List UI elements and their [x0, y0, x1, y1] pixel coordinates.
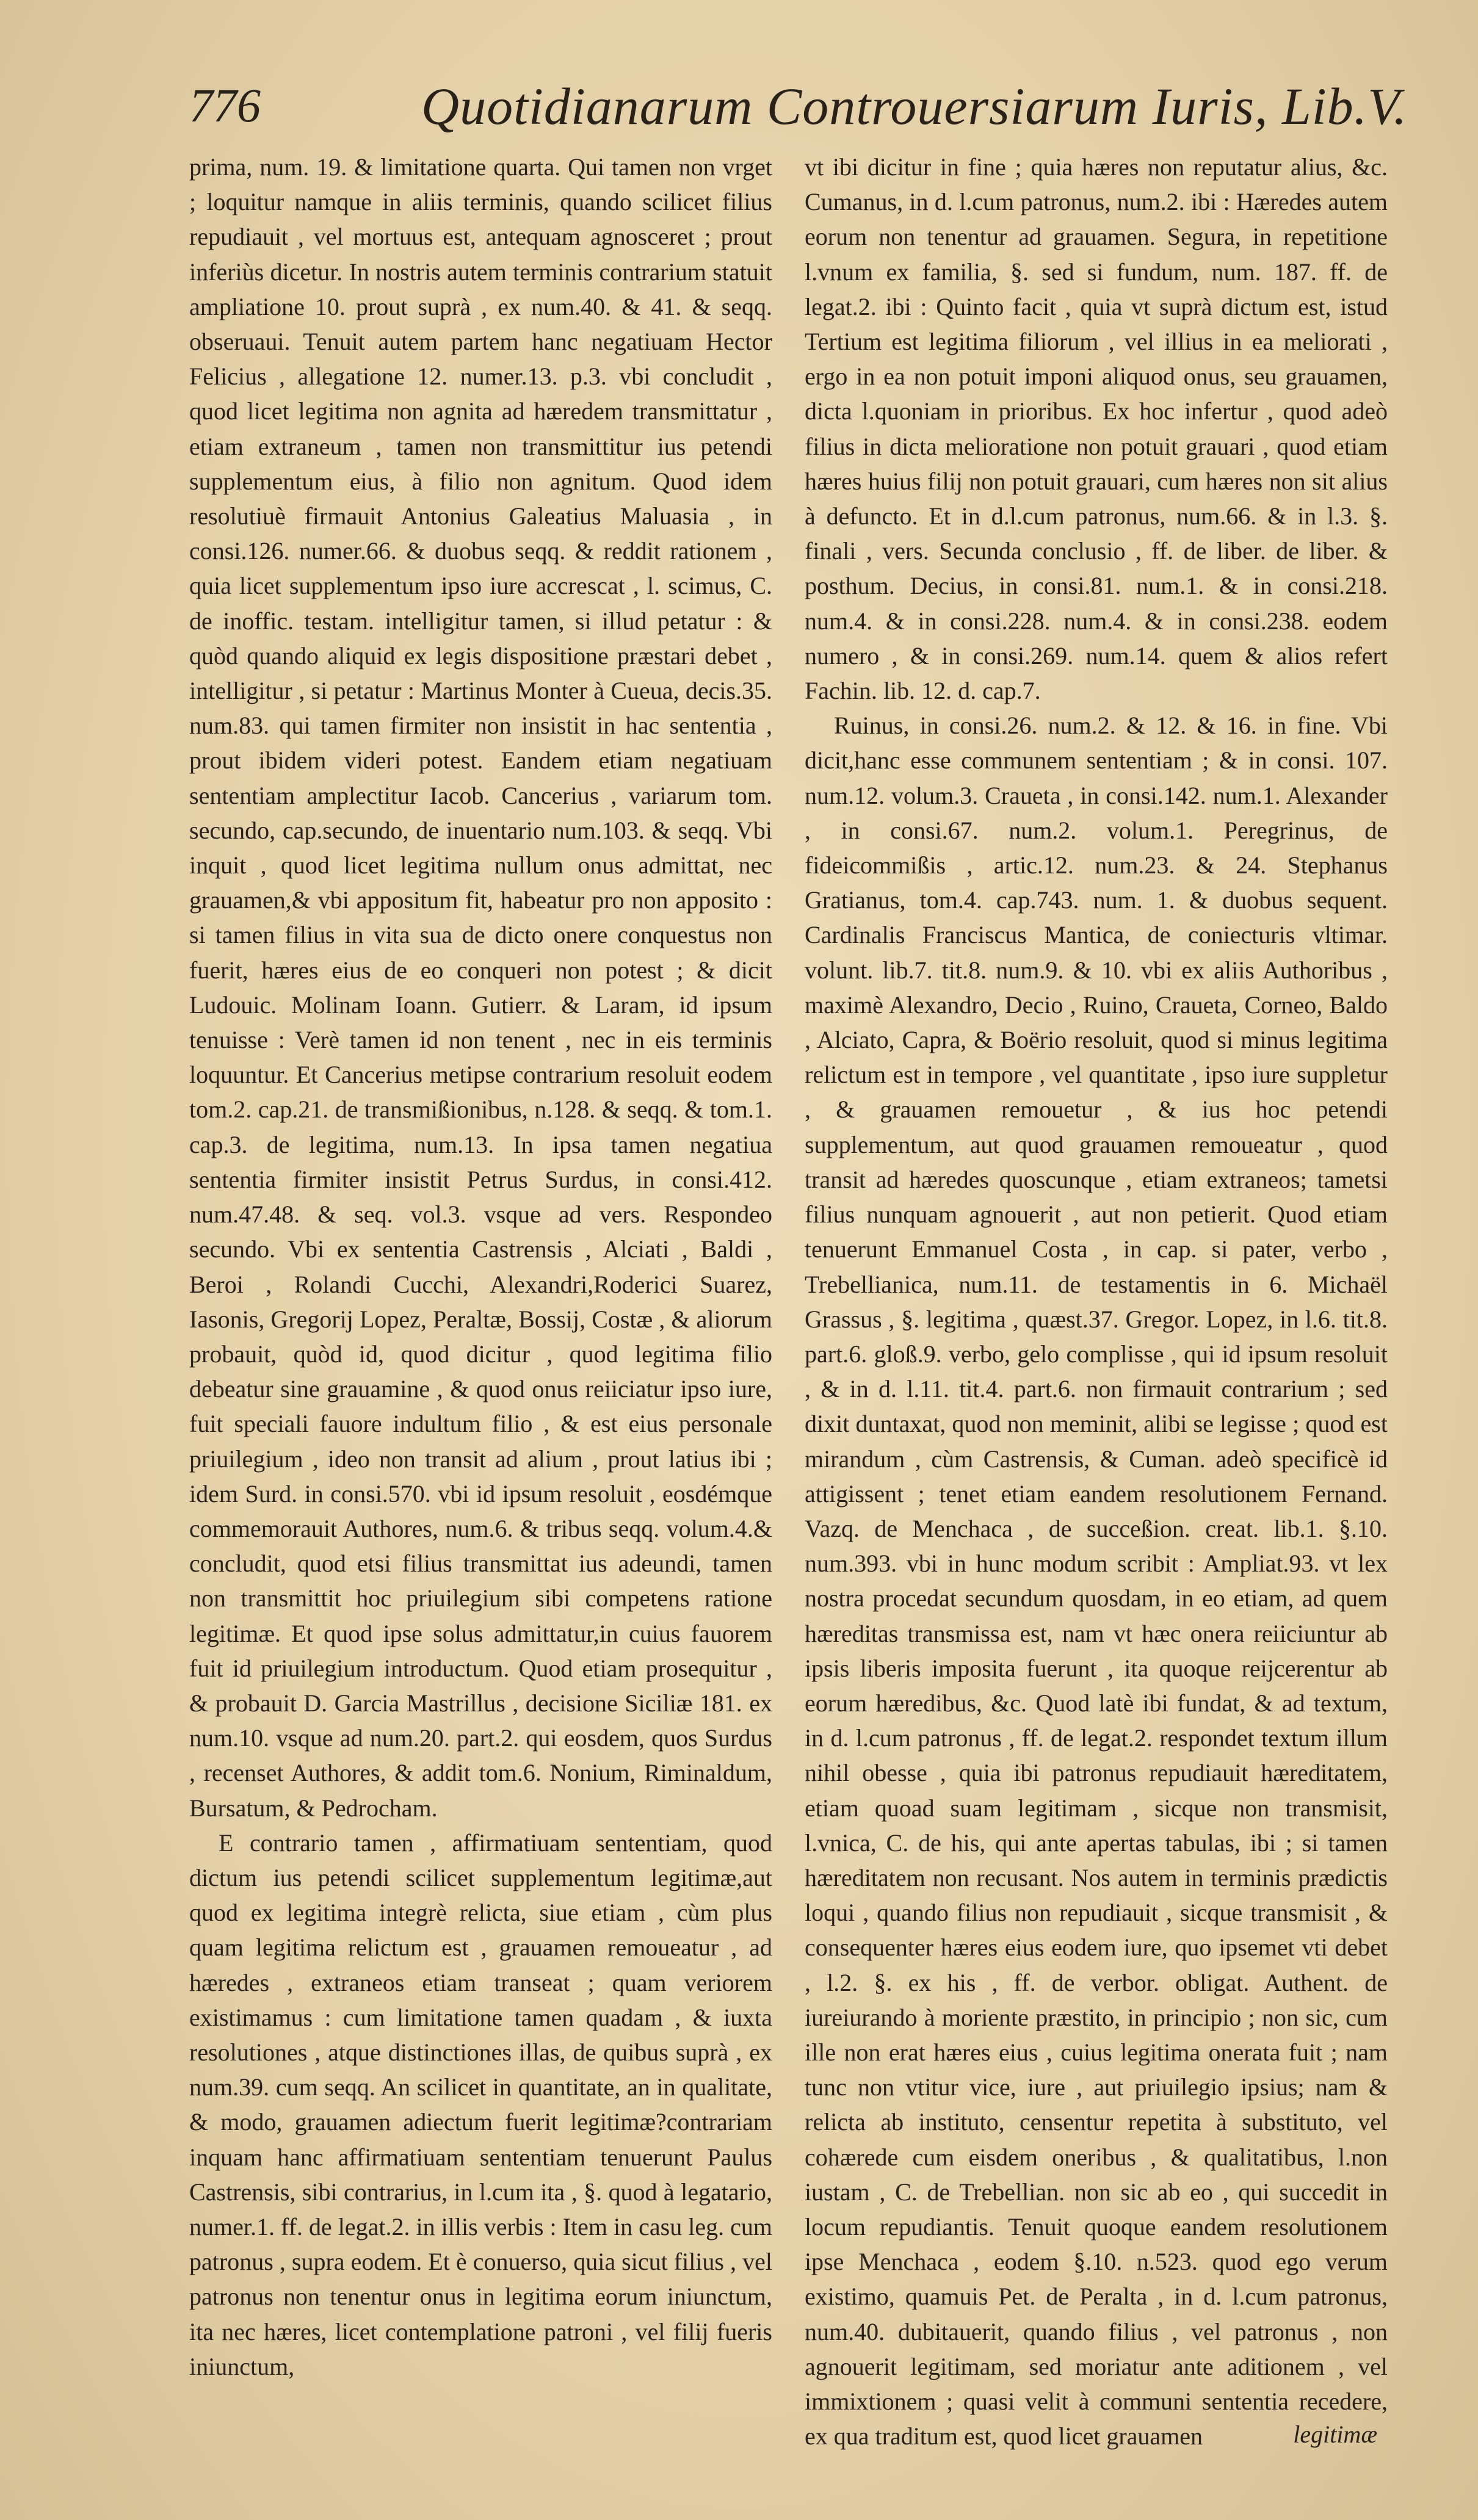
page-number: 776	[189, 79, 261, 132]
left-column	[189, 150, 772, 2384]
left-paragraph-2: E contrario tamen , affirmatiuam sententiam, quod dictum ius petendi scilicet supplementum legitimæ,aut quod ex legitima integrè relicta, siue etiam , cùm plus quam legitima relictum est , grauamen remoueatur , ad hæredes , extraneos etiam transeat ; quam veriorem existimamus : cum limitatione tamen quadam , & iuxta resolutiones , atque distinctiones illas, de quibus suprà , ex num.39. cum seqq. An scilicet in quantitate, an in qualitate, & modo, grauamen adiectum fuerit legitimæ?contrariam inquam hanc affirmatiuam sententiam tenuerunt Paulus Castrensis, sibi contrarius, in l.cum ita , §. quod à legatario, numer.1. ff. de legat.2. in illis verbis : Item in casu leg. cum patronus , supra eodem. Et è conuerso, quia sicut filius , vel patronus non tenentur onus in legitima eorum iniunctum, ita nec hæres, licet contemplatione patroni , vel filij fueris iniunctum,	[189, 1829, 772, 2380]
running-title: Quotidianarum Controuersiarum Iuris, Lib.V.	[421, 77, 1408, 135]
page-header	[189, 72, 1408, 145]
right-paragraph-1: vt ibi dicitur in fine ; quia hæres non reputatur alius, &c. Cumanus, in d. l.cum patronus, num.2. ibi : Hæredes autem eorum non tenentur ad grauamen. Segura, in repetitione l.vnum ex familia, §. sed si fundum, num. 187. ff. de legat.2. ibi : Quinto facit , quia vt suprà dictum est, istud Tertium est legitima filiorum , vel illius in ea meliorati , ergo in ea non potuit imponi aliquod onus, seu grauamen, dicta l.quoniam in prioribus. Ex hoc infertur , quod adeò filius in dicta melioratione non potuit grauari , quod etiam hæres huius filij non potuit grauari, cum hæres non sit alius à defuncto. Et in d.l.cum patronus, num.66. & in l.3. §. finali , vers. Secunda conclusio , ff. de liber. de liber. & posthum. Decius, in consi.81. num.1. & in consi.218. num.4. & in consi.228. num.4. & in consi.238. eodem numero , & in consi.269. num.14. quem & alios refert Fachin. lib. 12. d. cap.7.	[805, 153, 1388, 705]
left-paragraph-1: prima, num. 19. & limitatione quarta. Qui tamen non vrget ; loquitur namque in aliis terminis, quando scilicet filius repudiauit , vel mortuus est, antequam agnosceret ; prout inferiùs dicetur. In nostris autem terminis contrarium statuit ampliatione 10. prout suprà , ex num.40. & 41. & seqq. obseruaui. Tenuit autem partem hanc negatiuam Hector Felicius , allegatione 12. numer.13. p.3. vbi concludit , quod licet legitima non agnita ad hæredem transmittatur , etiam extraneum , tamen non transmittitur ius petendi supplementum eius, à filio non agnitum. Quod idem resolutiuè firmauit Antonius Galeatius Maluasia , in consi.126. numer.66. & duobus seqq. & reddit rationem , quia licet supplementum ipso iure accrescat , l. scimus, C. de inoffic. testam. intelligitur tamen, si illud petatur : & quòd quando aliquid ex legis dispositione præstari debet , intelligitur , si petatur : Martinus Monter à Cueua, decis.35. num.83. qui tamen firmiter non insistit in hac sententia , prout ibidem videri potest. Eandem etiam negatiuam sententiam amplectitur Iacob. Cancerius , variarum tom. secundo, cap.secundo, de inuentario num.103. & seqq. Vbi inquit , quod licet legitima nullum onus admittat, nec grauamen,& vbi appositum fit, habeatur pro non apposito : si tamen filius in vita sua de dicto onere conquestus non fuerit, hæres eius de eo conqueri non potest ; & dicit Ludouic. Molinam Ioann. Gutierr. & Laram, id ipsum tenuisse : Verè tamen id non tenent , nec in eis terminis loquuntur. Et Cancerius metipse contrarium resoluit eodem tom.2. cap.21. de transmißionibus, n.128. & seqq. & tom.1. cap.3. de legitima, num.13. In ipsa tamen negatiua sententia firmiter insistit Petrus Surdus, in consi.412. num.47.48. & seq. vol.3. vsque ad vers. Respondeo secundo. Vbi ex sententia Castrensis , Alciati , Baldi , Beroi , Rolandi Cucchi, Alexandri,Roderici Suarez, Iasonis, Gregorij Lopez, Peraltæ, Bossij, Costæ , & aliorum probauit, quòd id, quod dicitur , quod legitima filio debeatur sine grauamine , & quod onus reiiciatur ipso iure, fuit speciali fauore indultum filio , & est eius personale priuilegium , ideo non transit ad alium , prout latius ibi ; idem Surd. in consi.570. vbi id ipsum resoluit , eosdémque commemorauit Authores, num.6. & tribus seqq. volum.4.& concludit, quod etsi filius transmittat ius adeundi, tamen non transmittit hoc priuilegium sibi competens ratione legitimæ. Et quod ipse solus admittatur,in cuius fauorem fuit id priuilegium introductum. Quod etiam prosequitur , & probauit D. Garcia Mastrillus , decisione Siciliæ 181. ex num.10. vsque ad num.20. part.2. qui eosdem, quos Surdus , recenset Authores, & addit tom.6. Nonium, Riminaldum, Bursatum, & Pedrocham.	[189, 153, 772, 1822]
right-paragraph-2: Ruinus, in consi.26. num.2. & 12. & 16. in fine. Vbi dicit,hanc esse communem sententiam ; & in consi. 107. num.12. volum.3. Craueta , in consi.142. num.1. Alexander , in consi.67. num.2. volum.1. Peregrinus, de fideicommißis , artic.12. num.23. & 24. Stephanus Gratianus, tom.4. cap.743. num. 1. & duobus sequent. Cardinalis Franciscus Mantica, de coniecturis vltimar. volunt. lib.7. tit.8. num.9. & 10. vbi ex aliis Authoribus , maximè Alexandro, Decio , Ruino, Craueta, Corneo, Baldo , Alciato, Capra, & Boërio resoluit, quod si minus legitima relictum est in tempore , vel quantitate , ipso iure suppletur , & grauamen remouetur , & ius hoc petendi supplementum, aut quod grauamen remoueatur , quod transit ad hæredes quoscunque , etiam extraneos; tametsi filius nunquam agnouerit , aut non petierit. Quod etiam tenuerunt Emmanuel Costa , in cap. si pater, verbo , Trebellianica, num.11. de testamentis in 6. Michaël Grassus , §. legitima , quæst.37. Gregor. Lopez, in l.6. tit.8. part.6. gloß.9. verbo, gelo complisse , qui id ipsum resoluit , & in d. l.11. tit.4. part.6. non firmauit contrarium ; sed dixit duntaxat, quod non meminit, alibi se legisse ; quod est mirandum , cùm Castrensis, & Cuman. adeò specificè id attigissent ; tenet etiam eandem resolutionem Fernand. Vazq. de Menchaca , de succeßion. creat. lib.1. §.10. num.393. vbi in hunc modum scribit : Ampliat.93. vt lex nostra procedat secundum quosdam, in eo etiam, ad quem hæreditas transmissa est, nam vt hæc onera reiiciuntur ab ipsis liberis imposita fuerunt , ita quoque reijcerentur ab eorum hæredibus, &c. Quod latè ibi fundat, & ad textum, in d. l.cum patronus , ff. de legat.2. respondet textum illum nihil obesse , quia ibi patronus repudiauit hæreditatem, etiam quoad suam legitimam , sicque non transmisit, l.vnica, C. de his, qui ante apertas tabulas, ibi ; si tamen hæreditatem non recusant. Nos autem in terminis prædictis loqui , quando filius non repudiauit , sicque transmisit , & consequenter hæres eius eodem iure, quo ipsemet vti debet , l.2. §. ex his , ff. de verbor. obligat. Authent. de iureiurando à moriente præstito, in principio ; non sic, cum ille non erat hæres eius , cuius legitima onerata fuit ; nam tunc non vtitur vice, iure , aut priuilegio ipsius; nam & relicta ab instituto, censentur repetita à substituto, vel cohærede cum eisdem oneribus , & qualitatibus, l.non iustam , C. de Trebellian. non sic ab eo , qui succedit in locum repudiantis. Tenuit quoque eandem resolutionem ipse Menchaca , eodem §.10. n.523. quod ego verum existimo, quamuis Pet. de Peralta , in d. l.cum patronus, num.40. dubitauerit, quando filius , vel patronus , non agnouerit legitimam, sed moriatur ante aditionem , vel immixtionem ; quasi velit à communi sententia recedere, ex qua traditum est, quod licet grauamen	[805, 712, 1388, 2450]
right-column	[805, 150, 1388, 2453]
catchword: legitimæ	[1293, 2421, 1377, 2448]
